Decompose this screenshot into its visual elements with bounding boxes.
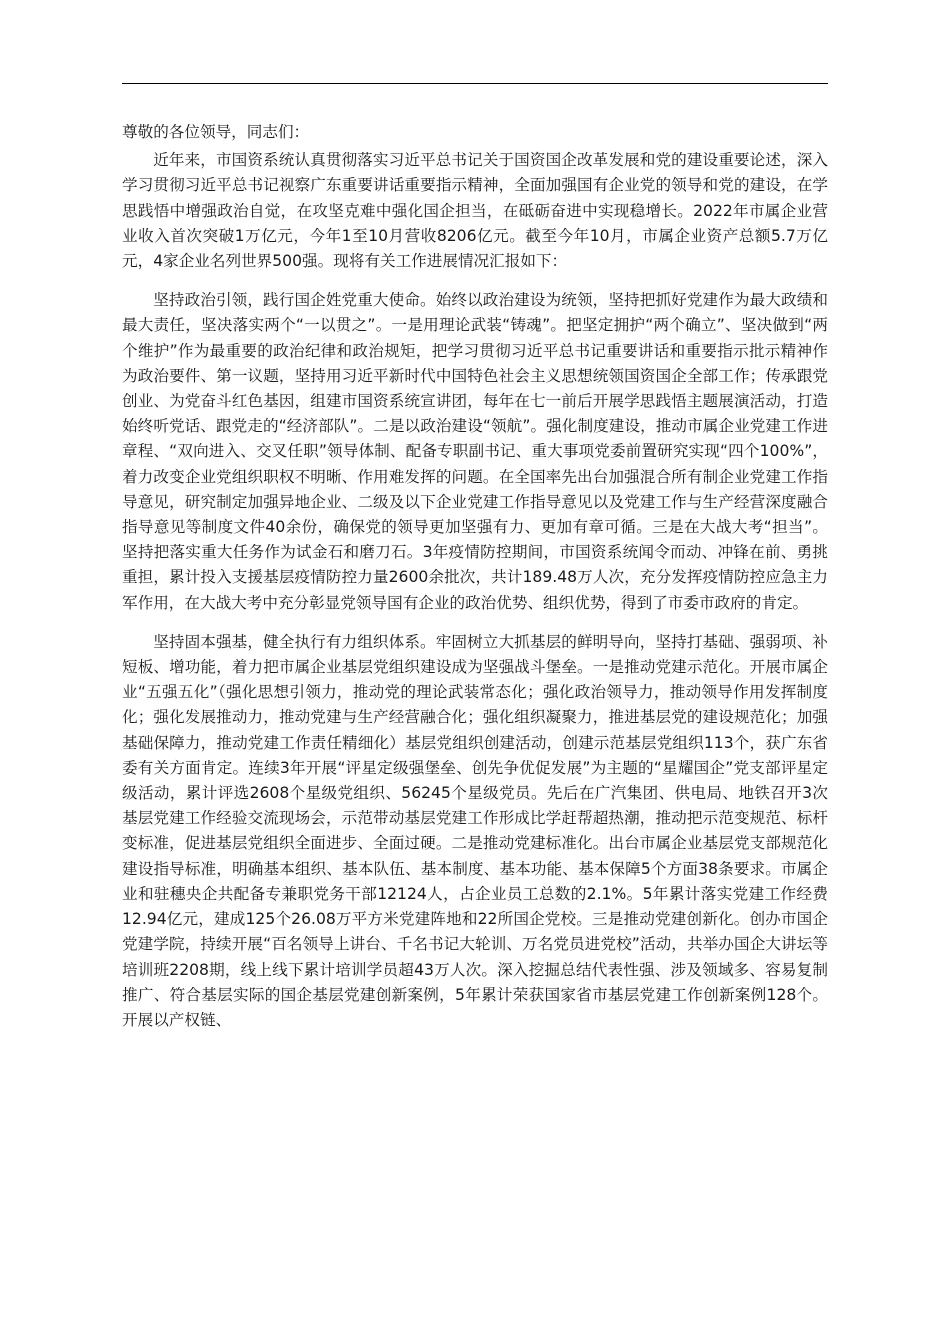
paragraph-intro: 近年来，市国资系统认真贯彻落实习近平总书记关于国资国企改革发展和党的建设重要论述，深入学习贯彻习近平总书记视察广东重要讲话重要指示精神，全面加强国有企业党的领导和党的建设，在学思践悟中增强政治自觉，在攻坚克难中强化国企担当，在砥砺奋进中实现稳增长。2022年市属企业营业收入首次突破1万亿元，今年1至10月营收8206亿元。截至今年10月，市属企业资产总额5.7万亿元，4家企业名列世界500强。现将有关工作进展情况汇报如下： [122, 151, 828, 271]
header-rule [122, 83, 828, 84]
salutation: 尊敬的各位领导，同志们： [122, 123, 310, 141]
paragraph-organization-system: 坚持固本强基，健全执行有力组织体系。牢固树立大抓基层的鲜明导向，坚持打基础、强弱项、补短板、增功能，着力把市属企业基层党组织建设成为坚强战斗堡垒。一是推动党建示范化。开展市属企业“五强五化”（强化思想引领力，推动党的理论武装常态化；强化政治领导力，推动领导作用发挥制度化；强化发展推动力，推动党建与生产经营融合化；强化组织凝聚力，推进基层党的建设规范化；加强基础保障力，推动党建工作责任精细化）基层党组织创建活动，创建示范基层党组织113个，获广东省委有关方面肯定。连续3年开展“评星定级强堡垒、创先争优促发展”为主题的“星耀国企”党支部评星定级活动，累计评选2608个星级党组织、56245个星级党员。先后在广汽集团、供电局、地铁召开3次基层党建工作经验交流现场会，示范带动基层党建工作形成比学赶帮超热潮，推动把示范变规范、标杆变标准，促进基层党组织全面进步、全面过硬。二是推动党建标准化。出台市属企业基层党支部规范化建设指导标准，明确基本组织、基本队伍、基本制度、基本功能、基本保障5个方面38条要求。市属企业和驻穗央企共配备专兼职党务干部12124人，占企业员工总数的2.1%。5年累计落实党建工作经费12.94亿元，建成125个26.08万平方米党建阵地和22所国企党校。三是推动党建创新化。创办市国企党建学院，持续开展“百名领导上讲台、千名书记大轮训、万名党员进党校”活动，共举办国企大讲坛等培训班2208期，线上线下累计培训学员超43万人次。深入挖掘总结代表性强、涉及领域多、容易复制推广、符合基层实际的国企基层党建创新案例，5年累计荣获国家省市基层党建工作创新案例128个。开展以产权链、 [122, 632, 828, 1029]
document-body [122, 120, 828, 1033]
paragraph-political-leadership: 坚持政治引领，践行国企姓党重大使命。始终以政治建设为统领，坚持把抓好党建作为最大政绩和最大责任，坚决落实两个“一以贯之”。一是用理论武装“铸魂”。把坚定拥护“两个确立”、坚决做到“两个维护”作为最重要的政治纪律和政治规矩，把学习贯彻习近平总书记重要讲话和重要指示批示精神作为政治要件、第一议题，坚持用习近平新时代中国特色社会主义思想统领国资国企全部工作；传承跟党创业、为党奋斗红色基因，组建市国资系统宣讲团，每年在七一前后开展学思践悟主题展演活动，打造始终听党话、跟党走的“经济部队”。二是以政治建设“领航”。强化制度建设，推动市属企业党建工作进章程、“双向进入、交叉任职”领导体制、配备专职副书记、重大事项党委前置研究实现“四个100%”，着力改变企业党组织职权不明晰、作用难发挥的问题。在全国率先出台加强混合所有制企业党建工作指导意见，研究制定加强异地企业、二级及以下企业党建工作指导意见以及党建工作与生产经营深度融合指导意见等制度文件40余份，确保党的领导更加坚强有力、更加有章可循。三是在大战大考“担当”。坚持把落实重大任务作为试金石和磨刀石。3年疫情防控期间，市国资系统闻令而动、冲锋在前、勇挑重担，累计投入支援基层疫情防控力量2600余批次，共计189.48万人次，充分发挥疫情防控应急主力军作用，在大战大考中充分彰显党领导国有企业的政治优势、组织优势，得到了市委市政府的肯定。 [122, 291, 828, 612]
